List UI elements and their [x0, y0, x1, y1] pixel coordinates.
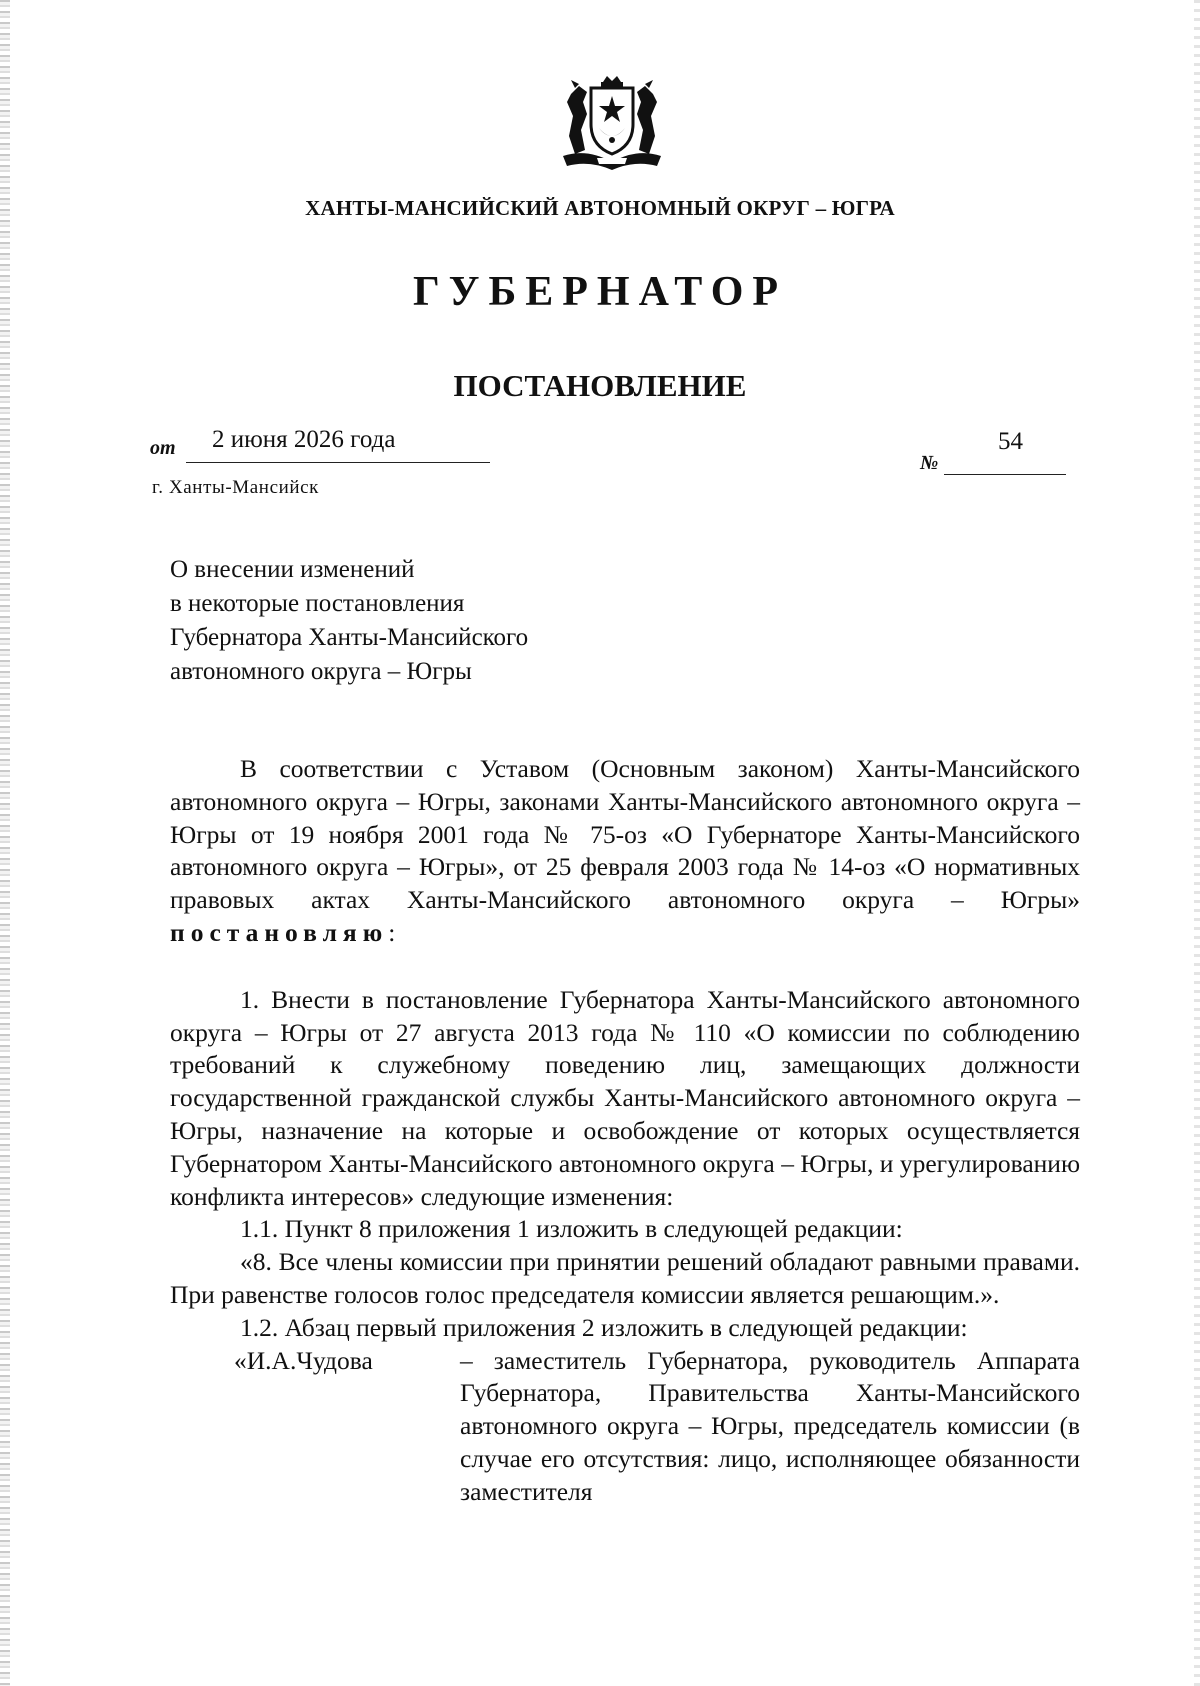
- authority-title: ГУБЕРНАТОР: [412, 269, 788, 315]
- subject-line: автономного округа – Югры: [170, 658, 472, 685]
- region-name: ХАНТЫ-МАНСИЙСКИЙ АВТОНОМНЫЙ ОКРУГ – ЮГРА: [305, 196, 895, 220]
- number-underline: [944, 474, 1066, 475]
- scan-edge-left: [0, 0, 10, 1686]
- scan-edge-right: [1194, 0, 1200, 1686]
- preamble-paragraph: [170, 753, 1080, 950]
- resolve-word: постановляю: [170, 917, 389, 947]
- subject-line: О внесении изменений: [170, 556, 415, 583]
- issue-city: г. Ханты-Мансийск: [152, 477, 319, 498]
- document-subject: [170, 553, 770, 689]
- item-1-2: 1.2. Абзац первый приложения 2 изложить в следующей редакции:: [240, 1312, 968, 1342]
- subject-line: в некоторые постановления: [170, 590, 465, 617]
- number-label: №: [920, 452, 939, 474]
- subject-line: Губернатора Ханты-Мансийского: [170, 624, 529, 651]
- member-entry: [170, 1345, 1080, 1509]
- member-name: «И.А.Чудова: [234, 1345, 373, 1375]
- document-type: ПОСТАНОВЛЕНИЕ: [453, 368, 747, 403]
- item-1-1: 1.1. Пункт 8 приложения 1 изложить в следующей редакции:: [240, 1214, 903, 1244]
- document-date: 2 июня 2026 года: [212, 426, 396, 453]
- document-number: 54: [998, 428, 1023, 455]
- date-underline: [186, 462, 490, 463]
- item-1-1-text: «8. Все члены комиссии при принятии решений обладают равными правами. При равенстве голосов голос председателя комиссии является решающим.».: [170, 1247, 1080, 1309]
- paragraph-gap: [170, 950, 1080, 984]
- preamble-text: В соответствии с Уставом (Основным законом) Ханты-Мансийского автономного округа – Югры, законами Ханты-Мансийского автономного округа – Югры от 19 ноября 2001 года № 75-оз «О Губернаторе Ханты-Мансийского автономного округа – Югры», от 25 февраля 2003 года № 14-оз «О нормативных правовых актах Ханты-Мансийского автономного округа – Югры»: [170, 754, 1080, 915]
- date-label: от: [150, 437, 176, 459]
- resolve-colon: :: [388, 917, 396, 947]
- item-1: 1. Внести в постановление Губернатора Ханты-Мансийского автономного округа – Югры от 27 августа 2013 года № 110 «О комиссии по соблюдению требований к служебному поведению лиц, замещающих должности государственной гражданской службы Ханты-Мансийского автономного округа – Югры, назначение на которые и освобождение от которых осуществляется Губернатором Ханты-Мансийского автономного округа – Югры, и урегулированию конфликта интересов» следующие изменения:: [170, 984, 1080, 1211]
- coat-of-arms-icon: [557, 72, 667, 172]
- document-body: [170, 753, 1080, 1509]
- member-description: – заместитель Губернатора, руководитель Аппарата Губернатора, Правительства Ханты-Мансийского автономного округа – Югры, председатель комиссии (в случае его отсутствия: лицо, исполняющее обязанности заместителя: [460, 1345, 1080, 1506]
